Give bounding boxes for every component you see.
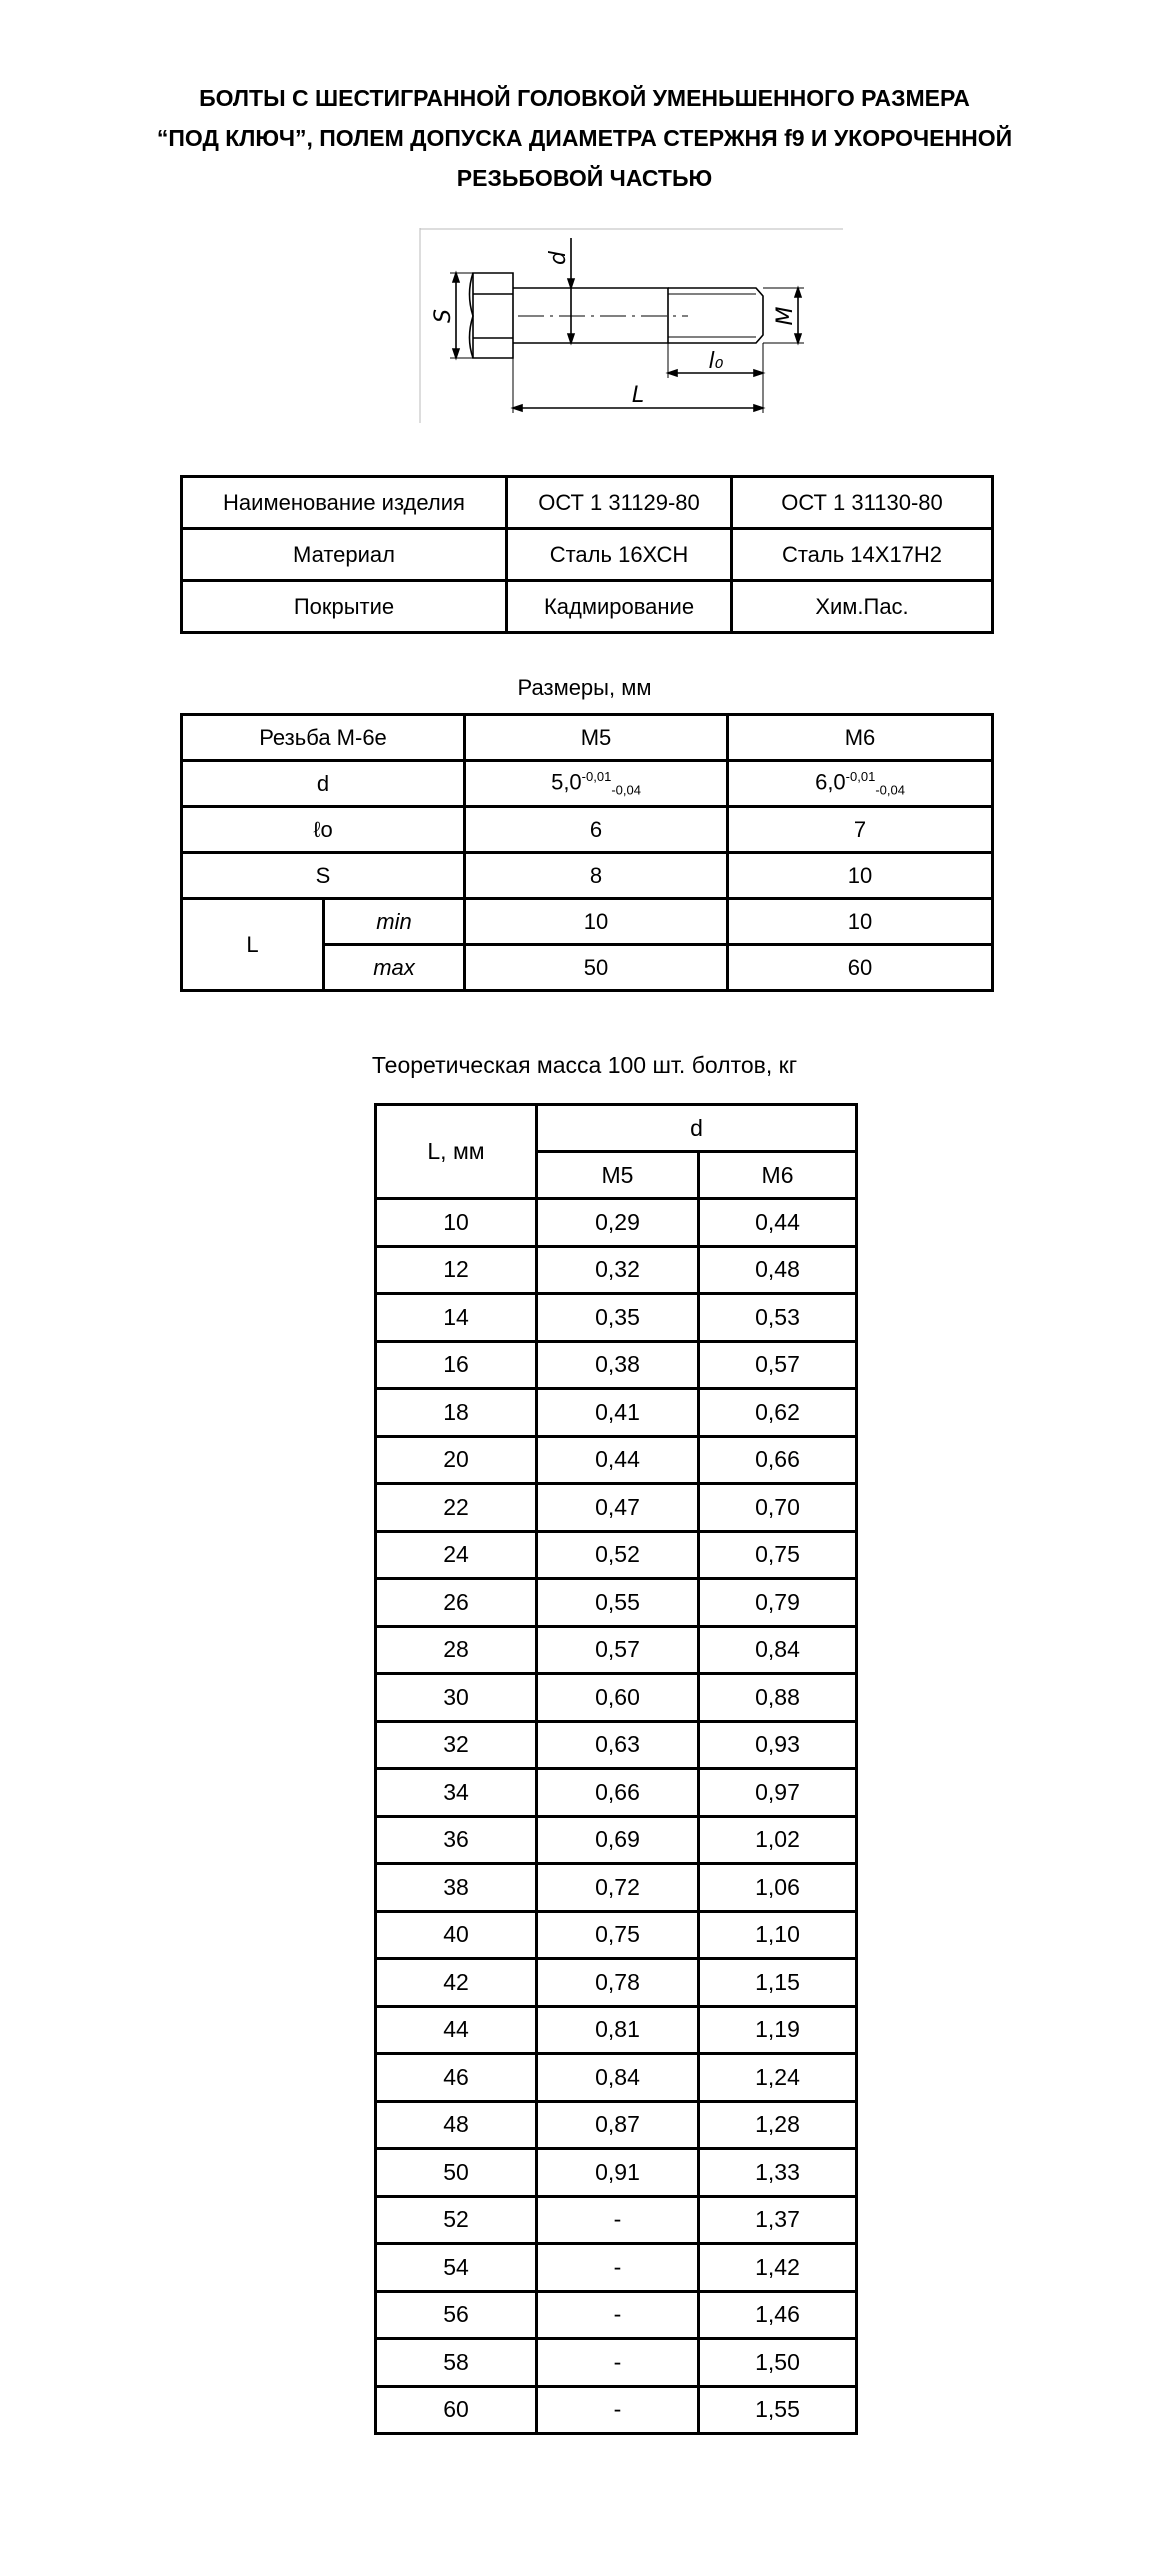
mass-cell: 0,48 xyxy=(699,1246,857,1294)
spec-cell: Сталь 14Х17Н2 xyxy=(732,529,993,581)
mass-cell: 24 xyxy=(376,1531,537,1579)
dimensions-caption: Размеры, мм xyxy=(517,675,652,700)
title-line-2: “ПОД КЛЮЧ”, ПОЛЕМ ДОПУСКА ДИАМЕТРА СТЕРЖНЯ f9 И УКОРОЧЕННОЙ xyxy=(156,125,1013,151)
mass-cell: 1,37 xyxy=(699,2196,857,2244)
mass-cell: 0,62 xyxy=(699,1389,857,1437)
mass-cell: 1,24 xyxy=(699,2054,857,2102)
mass-cell: 52 xyxy=(376,2196,537,2244)
spec-row-material xyxy=(182,529,993,581)
spec-cell: Сталь 16ХСН xyxy=(507,529,732,581)
mass-cell: L, мм xyxy=(376,1105,537,1199)
dim-cell xyxy=(465,761,728,807)
mass-cell: 0,55 xyxy=(537,1579,699,1627)
dim-cell: М6 xyxy=(728,715,993,761)
mass-cell: 56 xyxy=(376,2291,537,2339)
table-row xyxy=(376,1531,857,1579)
table-row xyxy=(376,1579,857,1627)
mass-body xyxy=(376,1199,857,2434)
table-row xyxy=(376,1246,857,1294)
mass-cell: 22 xyxy=(376,1484,537,1532)
mass-row-header xyxy=(376,1105,857,1152)
mass-cell: 18 xyxy=(376,1389,537,1437)
mass-cell: 1,15 xyxy=(699,1959,857,2007)
mass-cell: 0,84 xyxy=(699,1626,857,1674)
spec-row-name xyxy=(182,477,993,529)
table-row xyxy=(376,1484,857,1532)
mass-cell: 50 xyxy=(376,2149,537,2197)
label-s: S xyxy=(431,309,456,323)
dim-cell: 10 xyxy=(728,899,993,945)
mass-cell: 1,28 xyxy=(699,2101,857,2149)
mass-cell: 28 xyxy=(376,1626,537,1674)
mass-cell: 0,91 xyxy=(537,2149,699,2197)
spec-cell: Кадмирование xyxy=(507,581,732,633)
table-row xyxy=(376,1864,857,1912)
mass-cell: - xyxy=(537,2386,699,2434)
mass-cell: - xyxy=(537,2291,699,2339)
mass-cell: 0,88 xyxy=(699,1674,857,1722)
mass-table xyxy=(374,1103,858,2435)
mass-cell: 44 xyxy=(376,2006,537,2054)
mass-cell: 0,52 xyxy=(537,1531,699,1579)
table-row xyxy=(376,2291,857,2339)
spec-cell: Материал xyxy=(182,529,507,581)
d-m6-lower-dev: -0,04 xyxy=(875,782,905,798)
spec-cell: ОСТ 1 31129-80 xyxy=(507,477,732,529)
mass-cell: 1,33 xyxy=(699,2149,857,2197)
dim-cell: d xyxy=(182,761,465,807)
dim-row-s xyxy=(182,853,993,899)
mass-cell: 1,06 xyxy=(699,1864,857,1912)
label-l0: l₀ xyxy=(708,349,724,374)
mass-cell: 1,46 xyxy=(699,2291,857,2339)
table-row xyxy=(376,2006,857,2054)
dim-row-l-min xyxy=(182,899,993,945)
mass-cell: 0,41 xyxy=(537,1389,699,1437)
dim-cell: max xyxy=(324,945,465,991)
mass-caption: Теоретическая масса 100 шт. болтов, кг xyxy=(371,1052,798,1078)
mass-cell: 0,66 xyxy=(537,1769,699,1817)
mass-cell: 40 xyxy=(376,1911,537,1959)
bolt-drawing xyxy=(418,228,848,423)
table-row xyxy=(376,1674,857,1722)
mass-cell: 0,44 xyxy=(537,1436,699,1484)
dim-cell: Резьба М-6е xyxy=(182,715,465,761)
dim-cell: 7 xyxy=(728,807,993,853)
mass-cell: 38 xyxy=(376,1864,537,1912)
dim-cell: М5 xyxy=(465,715,728,761)
spec-cell: Покрытие xyxy=(182,581,507,633)
dim-cell xyxy=(728,761,993,807)
mass-cell: 10 xyxy=(376,1199,537,1247)
table-row xyxy=(376,2054,857,2102)
mass-cell: 1,42 xyxy=(699,2244,857,2292)
mass-cell: 0,69 xyxy=(537,1816,699,1864)
table-row xyxy=(376,2101,857,2149)
mass-cell: 0,84 xyxy=(537,2054,699,2102)
mass-cell: 12 xyxy=(376,1246,537,1294)
table-row xyxy=(376,2386,857,2434)
dim-row-header xyxy=(182,715,993,761)
dim-cell: min xyxy=(324,899,465,945)
table-row xyxy=(376,2196,857,2244)
mass-cell: 0,81 xyxy=(537,2006,699,2054)
mass-cell: 16 xyxy=(376,1341,537,1389)
table-row xyxy=(376,1769,857,1817)
mass-cell: - xyxy=(537,2244,699,2292)
mass-cell: 0,38 xyxy=(537,1341,699,1389)
table-row xyxy=(376,1816,857,1864)
document-title xyxy=(0,78,1169,198)
table-row xyxy=(376,1389,857,1437)
table-row xyxy=(376,1959,857,2007)
mass-cell: 58 xyxy=(376,2339,537,2387)
table-row xyxy=(376,1721,857,1769)
dim-row-d xyxy=(182,761,993,807)
mass-cell: М5 xyxy=(537,1152,699,1199)
table-row xyxy=(376,2149,857,2197)
mass-cell: 0,53 xyxy=(699,1294,857,1342)
mass-cell: 1,55 xyxy=(699,2386,857,2434)
spec-row-coating xyxy=(182,581,993,633)
mass-cell: 0,79 xyxy=(699,1579,857,1627)
mass-cell: М6 xyxy=(699,1152,857,1199)
mass-cell: 0,60 xyxy=(537,1674,699,1722)
title-line-3: РЕЗЬБОВОЙ ЧАСТЬЮ xyxy=(456,165,713,191)
mass-cell: 0,35 xyxy=(537,1294,699,1342)
dim-row-l0 xyxy=(182,807,993,853)
mass-cell: 0,63 xyxy=(537,1721,699,1769)
mass-cell: 1,10 xyxy=(699,1911,857,1959)
mass-cell: - xyxy=(537,2339,699,2387)
label-l: L xyxy=(631,383,645,408)
mass-cell: 60 xyxy=(376,2386,537,2434)
dim-cell: 10 xyxy=(465,899,728,945)
table-row xyxy=(376,1626,857,1674)
mass-cell: 14 xyxy=(376,1294,537,1342)
d-m6-base: 6,0 xyxy=(815,769,846,795)
table-row xyxy=(376,1911,857,1959)
dim-cell: 50 xyxy=(465,945,728,991)
mass-cell: 34 xyxy=(376,1769,537,1817)
spec-cell: Наименование изделия xyxy=(182,477,507,529)
mass-cell: 0,97 xyxy=(699,1769,857,1817)
table-row xyxy=(376,1294,857,1342)
mass-cell: 0,75 xyxy=(537,1911,699,1959)
dim-cell: 60 xyxy=(728,945,993,991)
mass-cell: 0,47 xyxy=(537,1484,699,1532)
mass-cell: 26 xyxy=(376,1579,537,1627)
mass-cell: 30 xyxy=(376,1674,537,1722)
dim-cell: 8 xyxy=(465,853,728,899)
bolt-head xyxy=(473,273,513,358)
mass-cell: d xyxy=(537,1105,857,1152)
mass-cell: 1,19 xyxy=(699,2006,857,2054)
mass-cell: 0,57 xyxy=(537,1626,699,1674)
table-row xyxy=(376,2244,857,2292)
title-line-1: БОЛТЫ С ШЕСТИГРАННОЙ ГОЛОВКОЙ УМЕНЬШЕННОГО РАЗМЕРА xyxy=(199,85,970,111)
spec-table xyxy=(180,475,994,634)
mass-cell: 46 xyxy=(376,2054,537,2102)
table-row xyxy=(376,1199,857,1247)
mass-cell: 0,72 xyxy=(537,1864,699,1912)
dim-cell: ℓo xyxy=(182,807,465,853)
dim-cell: L xyxy=(182,899,324,991)
spec-cell: ОСТ 1 31130-80 xyxy=(732,477,993,529)
mass-cell: 0,93 xyxy=(699,1721,857,1769)
mass-cell: 48 xyxy=(376,2101,537,2149)
mass-cell: 0,66 xyxy=(699,1436,857,1484)
mass-cell: 20 xyxy=(376,1436,537,1484)
d-m6-upper-dev: -0,01 xyxy=(845,769,876,785)
mass-cell: 0,78 xyxy=(537,1959,699,2007)
mass-cell: 54 xyxy=(376,2244,537,2292)
mass-cell: 42 xyxy=(376,1959,537,2007)
mass-cell: 0,32 xyxy=(537,1246,699,1294)
label-m: M xyxy=(773,306,798,326)
table-row xyxy=(376,1436,857,1484)
mass-cell: 36 xyxy=(376,1816,537,1864)
d-m5-upper-dev: -0,01 xyxy=(581,769,612,785)
mass-cell: 0,29 xyxy=(537,1199,699,1247)
d-m5-lower-dev: -0,04 xyxy=(611,782,641,798)
mass-cell: 0,57 xyxy=(699,1341,857,1389)
dimensions-table xyxy=(180,713,994,992)
mass-cell: 0,44 xyxy=(699,1199,857,1247)
mass-cell: 1,50 xyxy=(699,2339,857,2387)
label-d: d xyxy=(546,251,571,265)
mass-cell: 1,02 xyxy=(699,1816,857,1864)
mass-cell: 0,87 xyxy=(537,2101,699,2149)
dim-cell: 10 xyxy=(728,853,993,899)
table-row xyxy=(376,1341,857,1389)
table-row xyxy=(376,2339,857,2387)
spec-cell: Хим.Пас. xyxy=(732,581,993,633)
mass-cell: 0,75 xyxy=(699,1531,857,1579)
d-m5-base: 5,0 xyxy=(551,769,582,795)
mass-cell: - xyxy=(537,2196,699,2244)
dim-cell: 6 xyxy=(465,807,728,853)
mass-cell: 32 xyxy=(376,1721,537,1769)
mass-cell: 0,70 xyxy=(699,1484,857,1532)
dim-cell: S xyxy=(182,853,465,899)
